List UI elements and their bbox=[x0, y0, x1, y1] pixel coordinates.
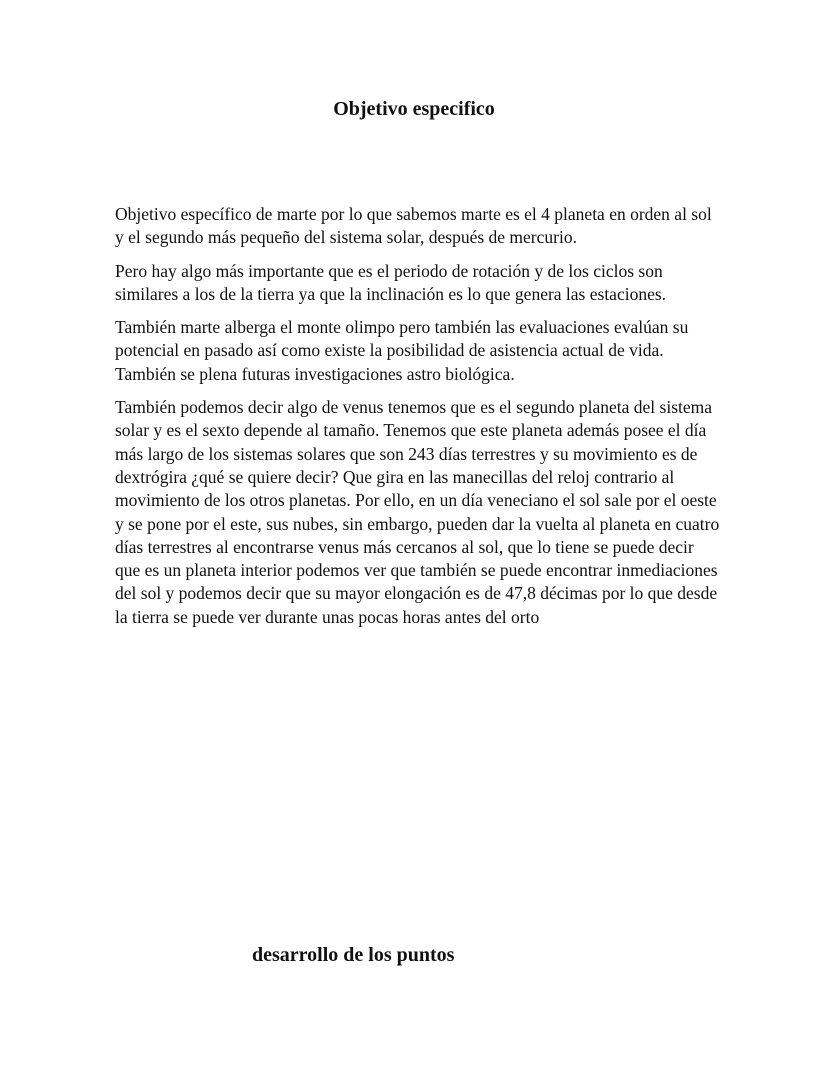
paragraph-venus: También podemos decir algo de venus tenemos que es el segundo planeta del sistema solar y es el sexto depende al tamaño. Tenemos que este planeta además posee el día más largo de los sistemas solares que son 243 días terrestres y su movimiento es de dextrógira ¿qué se quiere decir? Que gira en las manecillas del reloj contrario al movimiento de los otros planetas. Por ello, en un día veneciano el sol sale por el oeste y se pone por el este, sus nubes, sin embargo, pueden dar la vuelta al planeta en cuatro días terrestres al encontrarse venus más cercanos al sol, que lo tiene se puede decir que es un planeta interior podemos ver que también se puede encontrar inmediaciones del sol y podemos decir que su mayor elongación es de 47,8 décimas por lo que desde la tierra se puede ver durante unas pocas horas antes del orto bbox=[115, 397, 720, 627]
paragraph-mars-olympus: También marte alberga el monte olimpo pero también las evaluaciones evalúan su potencial en pasado así como existe la posibilidad de asistencia actual de vida. También se plena futuras investigaciones astro biológica. bbox=[115, 317, 689, 384]
paragraph-mars-rotation: Pero hay algo más importante que es el periodo de rotación y de los ciclos son similares a los de la tierra ya que la inclinación es lo que genera las estaciones. bbox=[115, 260, 667, 304]
paragraph-mars-intro: Objetivo específico de marte por lo que sabemos marte es el 4 planeta en orden al sol y el segundo más pequeño del sistema solar, después de mercurio. bbox=[115, 204, 712, 248]
section-heading: desarrollo de los puntos bbox=[252, 944, 455, 966]
page-title: Objetivo especifico bbox=[333, 98, 495, 120]
body-text bbox=[115, 203, 720, 639]
